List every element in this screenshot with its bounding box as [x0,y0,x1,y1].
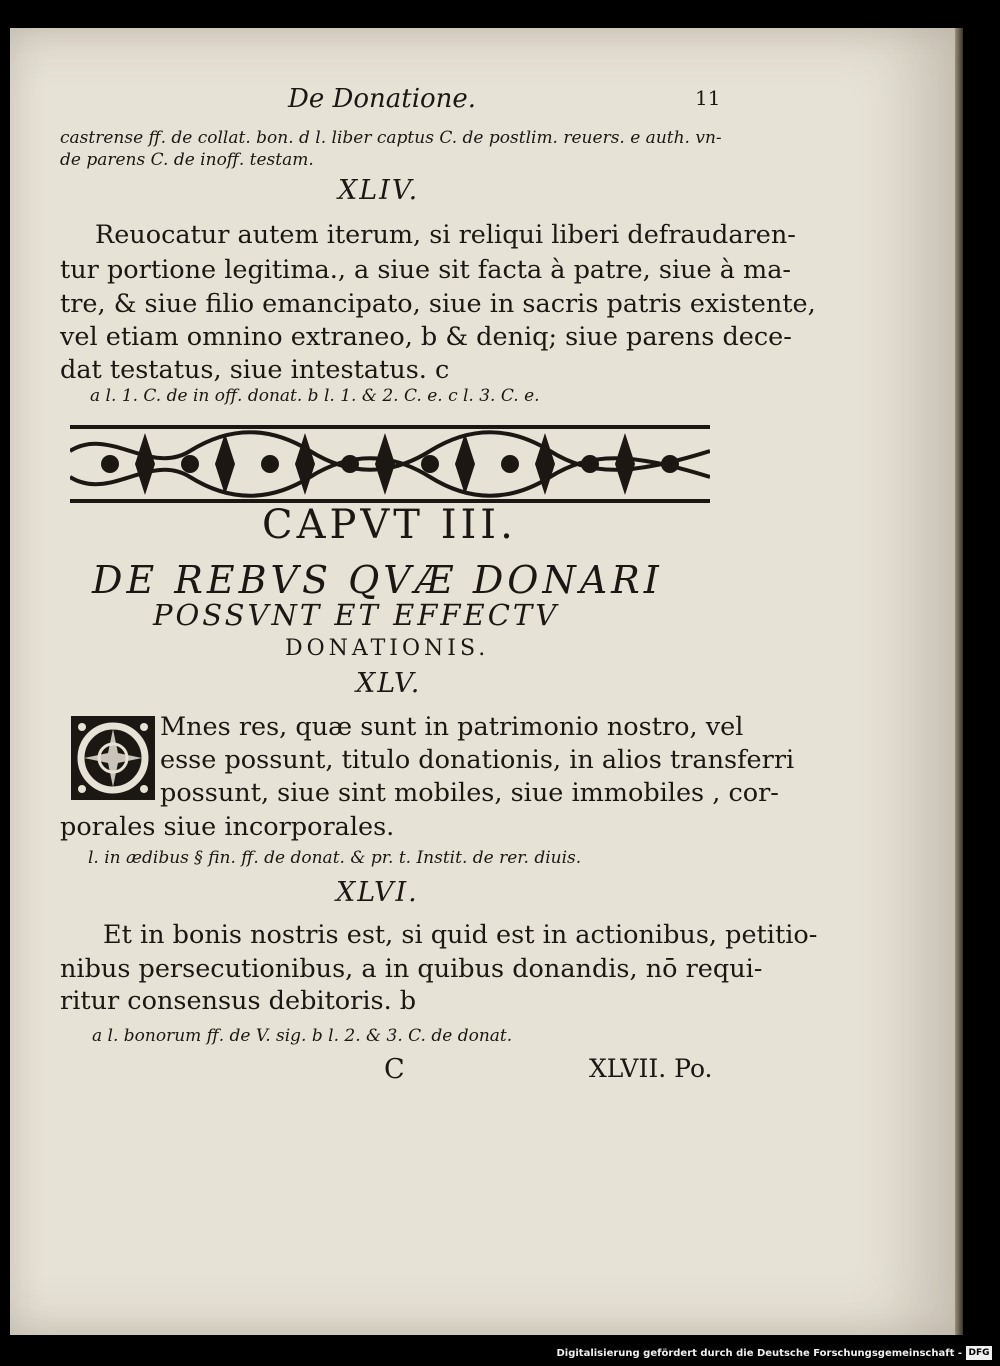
body-line: Reuocatur autem iterum, si reliqui liberi defraudaren- [95,220,796,250]
chapter-heading: CAPVT III. [262,502,517,548]
decorated-initial-O [70,715,156,801]
body-line: nibus persecutionibus, a in quibus donandis, nō requi- [60,954,763,984]
footnote-line: a l. bonorum ff. de V. sig. b l. 2. & 3. C. de donat. [92,1026,513,1046]
body-line: porales siue incorporales. [60,812,395,842]
running-title: De Donatione. [288,84,477,114]
footnote-line: l. in ædibus § fin. ff. de donat. & pr. t. Instit. de rer. diuis. [88,848,582,868]
chapter-title: DONATIONIS. [285,636,490,661]
dfg-logo: DFG [966,1346,992,1360]
body-line: Et in bonis nostris est, si quid est in actionibus, petitio- [103,920,818,950]
body-line: Mnes res, quæ sunt in patrimonio nostro, vel [160,712,744,742]
signature-mark: C [384,1054,405,1085]
body-line: tre, & siue filio emancipato, siue in sacris patris existente, [60,289,816,319]
footnote-line: a l. 1. C. de in off. donat. b l. 1. & 2. C. e. c l. 3. C. e. [90,386,540,406]
chapter-title: DE REBVS QVÆ DONARI [92,558,663,602]
body-line: vel etiam omnino extraneo, b & deniq; siue parens dece- [60,322,792,352]
page-edge [955,28,963,1335]
catchword: XLVII. Po. [589,1054,713,1083]
section-number: XLV. [356,668,422,699]
body-line: esse possunt, titulo donationis, in alios transferri [160,745,795,775]
section-number: XLVI. [336,877,419,908]
chapter-title: POSSVNT ET EFFECTV [153,598,560,632]
digitization-credit: Digitalisierung gefördert durch die Deutsche Forschungsgemeinschaft - [556,1348,962,1359]
footnote-line: castrense ff. de collat. bon. d l. liber captus C. de postlim. reuers. e auth. vn- [60,128,722,148]
section-number: XLIV. [338,175,420,206]
page-number: 11 [695,86,721,110]
body-line: dat testatus, siue intestatus. c [60,355,450,385]
footnote-line: de parens C. de inoff. testam. [60,150,314,170]
body-line: tur portione legitima., a siue sit facta à patre, siue à ma- [60,255,792,285]
body-line: possunt, siue sint mobiles, siue immobiles , cor- [160,778,779,808]
body-line: ritur consensus debitoris. b [60,986,417,1016]
ornamental-band [70,421,710,507]
